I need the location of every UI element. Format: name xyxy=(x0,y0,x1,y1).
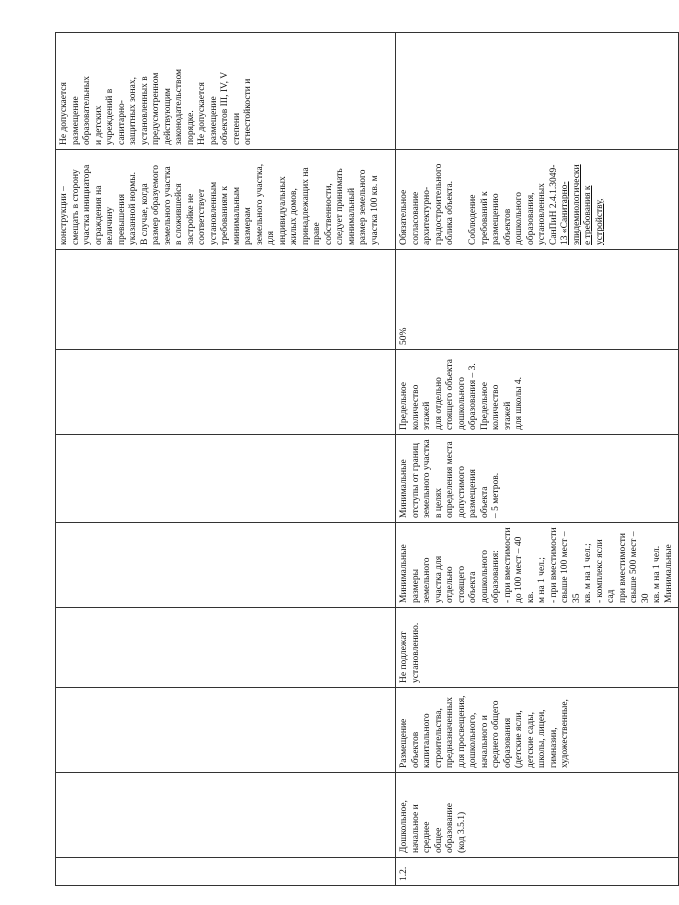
table-row-education xyxy=(396,33,679,886)
cell-empty xyxy=(56,435,396,523)
cell-additional-requirements xyxy=(396,150,679,250)
cell-empty xyxy=(56,608,396,688)
requirements-text: Обязательное согласование архитектурно- градостроительного облика объекта. Соблюдение требований к размещению объектов дошкольного образования, установленных СанПиН 2.4.1.3049- xyxy=(399,163,559,245)
cell-not-established: Не подлежат установлению. xyxy=(396,608,679,688)
cell-restrictions: Не допускается размещение образовательных и детских учреждений в санитарно- защитных зонах, установленных в предусмотренном действующим законодательством порядке. Не допускается размещение объектов III, IV, V степени огнестойкости и xyxy=(56,33,396,150)
table-row-continued xyxy=(56,33,396,886)
cell-empty xyxy=(56,688,396,773)
cell-min-plot-size: Минимальные размеры земельного участка для отдельно стоящего объекта дошкольного образования: - при вместимости до 100 мест – 40 кв. м на 1 чел.; - при вместимости свыше 100 мест – 35 кв. м на 1 чел.; - комплекс ясли сад при вместимости свыше 500 мест – 30 кв. м на 1 чел. Минимальные xyxy=(396,523,679,608)
cell-empty xyxy=(56,250,396,350)
cell-row-number: 1.2. xyxy=(396,858,679,886)
cell-empty xyxy=(56,523,396,608)
cell-additional-requirements-continued: конструкции – смещать в сторону участка инициатора ограждения на величину превышения указанной нормы. В случае, когда размер образуемого земельного участка в сложившейся застройке не соответствует установленным требованиям к минимальным размерам земельного участка, для индивидуальных жилых домов, принадлежащих на праве собственности, следует принимать минимальный размер земельного участка 100 кв. м xyxy=(56,150,396,250)
cell-use-description: Размещение объектов капитального строительства, предназначенных для просвещения, дошкольного, начального и среднего общего образования (детские ясли, детские сады, школы, лицеи, гимназии, художественные, xyxy=(396,688,679,773)
cell-empty xyxy=(56,773,396,858)
rotated-table-container xyxy=(55,33,674,886)
cell-empty xyxy=(56,350,396,435)
cell-empty xyxy=(396,33,679,150)
sanpin-reference: 13 «Санитарно- эпидемиологически е требования к устройству, xyxy=(560,164,605,245)
cell-max-coverage: 50% xyxy=(396,250,679,350)
regulation-table xyxy=(55,32,679,886)
cell-permitted-use: Дошкольное, начальное и среднее общее образование (код 3.5.1) xyxy=(396,773,679,858)
cell-empty xyxy=(56,858,396,886)
cell-max-floors: Предельное количество этажей для отдельно стоящего объекта дошкольного образования – 3. Предельное количество этажей для школы 4. xyxy=(396,350,679,435)
cell-min-setbacks: Минимальные отступы от границ земельного участка в целях определения места допустимого размещения объекта – 5 метров. xyxy=(396,435,679,523)
